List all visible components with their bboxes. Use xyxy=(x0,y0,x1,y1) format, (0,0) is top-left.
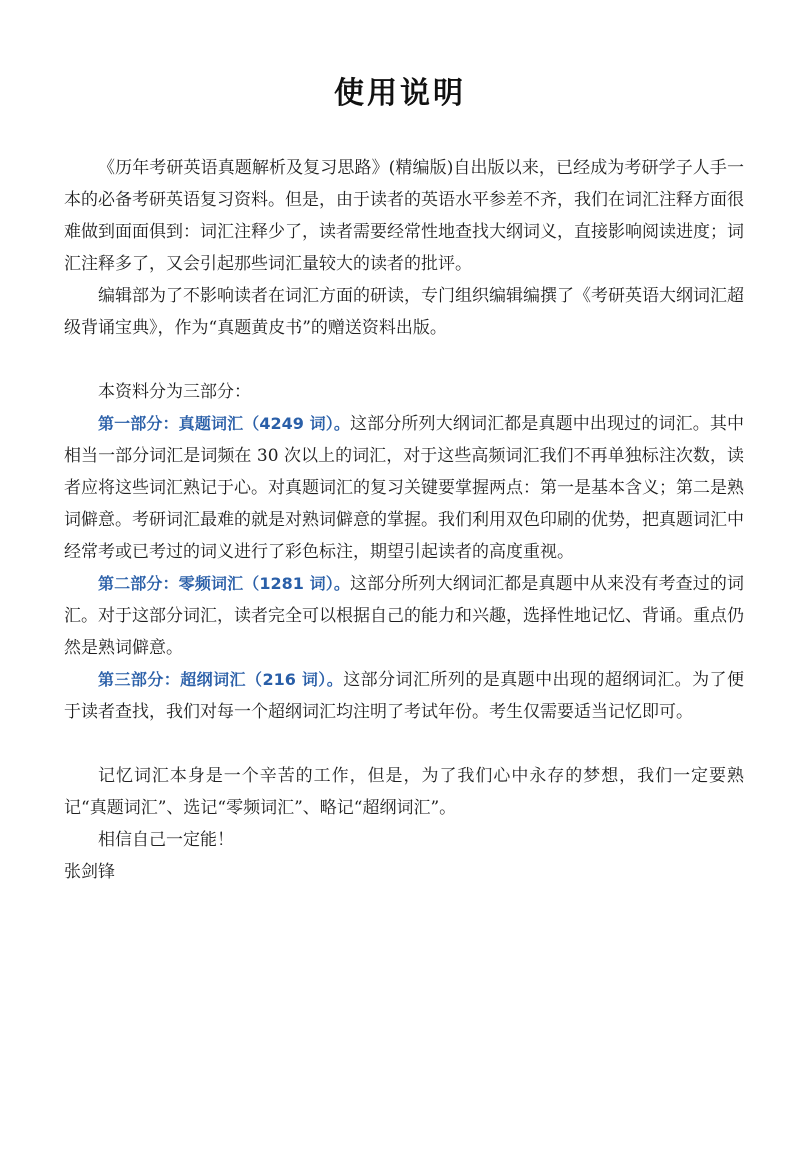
document-body xyxy=(64,152,744,888)
intro-paragraph-2: 编辑部为了不影响读者在词汇方面的研读，专门组织编辑编撰了《考研英语大纲词汇超级背诵宝典》，作为“真题黄皮书”的赠送资料出版。 xyxy=(64,286,744,338)
part-1-heading: 第一部分：真题词汇（4249 词）。 xyxy=(98,414,351,433)
paragraph-spacer xyxy=(64,728,744,760)
intro-paragraph-1: 《历年考研英语真题解析及复习思路》(精编版)自出版以来，已经成为考研学子人手一本的必备考研英语复习资料。但是，由于读者的英语水平参差不齐，我们在词汇注释方面很难做到面面俱到：词汇注释少了，读者需要经常性地查找大纲词义，直接影响阅读进度；词汇注释多了，又会引起那些词汇量较大的读者的批评。 xyxy=(64,158,744,274)
closing-paragraph-1: 记忆词汇本身是一个辛苦的工作，但是，为了我们心中永存的梦想，我们一定要熟记“真题词汇”、选记“零频词汇”、略记“超纲词汇”。 xyxy=(64,766,744,818)
part-3-paragraph xyxy=(64,664,744,728)
part-3-text: 这部分词汇所列的是真题中出现的超纲词汇。为了便于读者查找，我们对每一个超纲词汇均注明了考试年份。考生仅需要适当记忆即可。 xyxy=(64,670,744,722)
closing-paragraph-2: 相信自己一定能！ xyxy=(98,830,234,850)
paragraph-spacer xyxy=(64,344,744,376)
part-2-paragraph xyxy=(64,568,744,664)
part-1-text: 这部分所列大纲词汇都是真题中出现过的词汇。其中相当一部分词汇是词频在 30 次以上的词汇，对于这些高频词汇我们不再单独标注次数，读者应将这些词汇熟记于心。对真题词汇的复习关键要掌握两点：第一是基本含义；第二是熟词僻意。考研词汇最难的就是对熟词僻意的掌握。我们利用双色印刷的优势，把真题词汇中经常考或已考过的词义进行了彩色标注，期望引起读者的高度重视。 xyxy=(64,414,745,562)
part-2-heading: 第二部分：零频词汇（1281 词）。 xyxy=(98,574,351,593)
part-3-heading: 第三部分：超纲词汇（216 词）。 xyxy=(98,670,344,689)
part-1-paragraph xyxy=(64,408,744,568)
page-title: 使用说明 xyxy=(334,76,466,111)
part-2-text: 这部分所列大纲词汇都是真题中从来没有考查过的词汇。对于这部分词汇，读者完全可以根据自己的能力和兴趣，选择性地记忆、背诵。重点仍然是熟词僻意。 xyxy=(64,574,745,658)
parts-intro: 本资料分为三部分： xyxy=(98,382,251,402)
author-signature: 张剑锋 xyxy=(64,862,115,882)
